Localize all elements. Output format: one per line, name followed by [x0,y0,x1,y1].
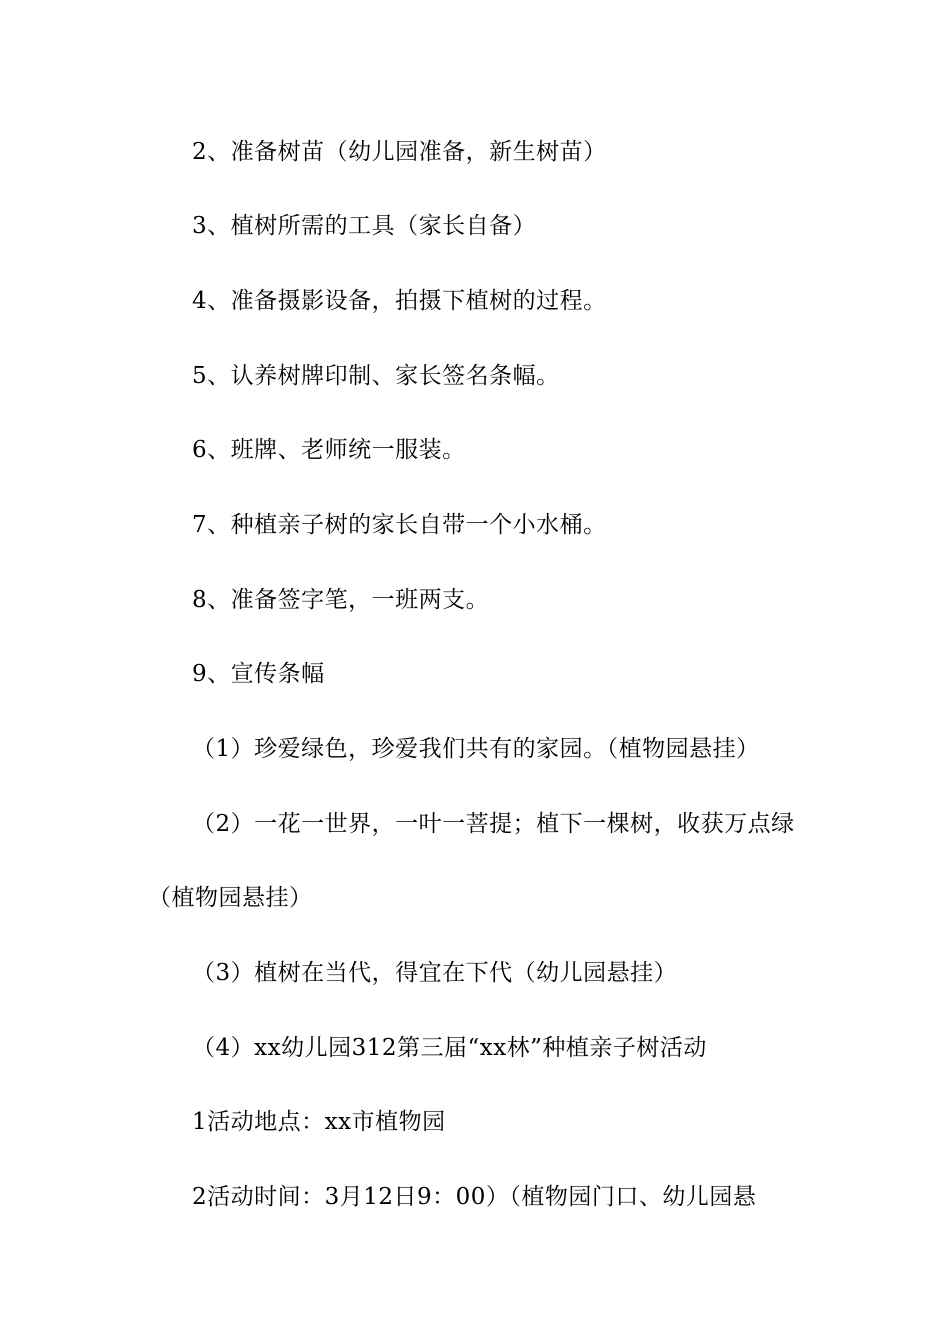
sub-list-item: （4）xx幼儿园312第三届“xx林”种植亲子树活动 [192,1035,707,1061]
list-item: 5、认养树牌印制、家长签名条幅。 [192,363,560,389]
sub-list-item-continuation: （植物园悬挂） [148,885,313,911]
sub-list-item: （2）一花一世界，一叶一菩提；植下一棵树，收获万点绿 [192,811,795,837]
list-item: 2活动时间：3月12日9：00）（植物园门口、幼儿园悬 [192,1184,757,1210]
list-item: 1活动地点：xx市植物园 [192,1109,446,1135]
list-item: 2、准备树苗（幼儿园准备，新生树苗） [192,139,607,165]
list-item: 4、准备摄影设备，拍摄下植树的过程。 [192,288,607,314]
list-item: 8、准备签字笔，一班两支。 [192,587,490,613]
list-item: 7、种植亲子树的家长自带一个小水桶。 [192,512,607,538]
sub-list-item: （1）珍爱绿色，珍爱我们共有的家园。（植物园悬挂） [192,736,760,762]
sub-list-item: （3）植树在当代，得宜在下代（幼儿园悬挂） [192,960,678,986]
list-item: 3、植树所需的工具（家长自备） [192,213,537,239]
list-item: 6、班牌、老师统一服装。 [192,437,466,463]
list-item: 9、宣传条幅 [192,661,325,687]
